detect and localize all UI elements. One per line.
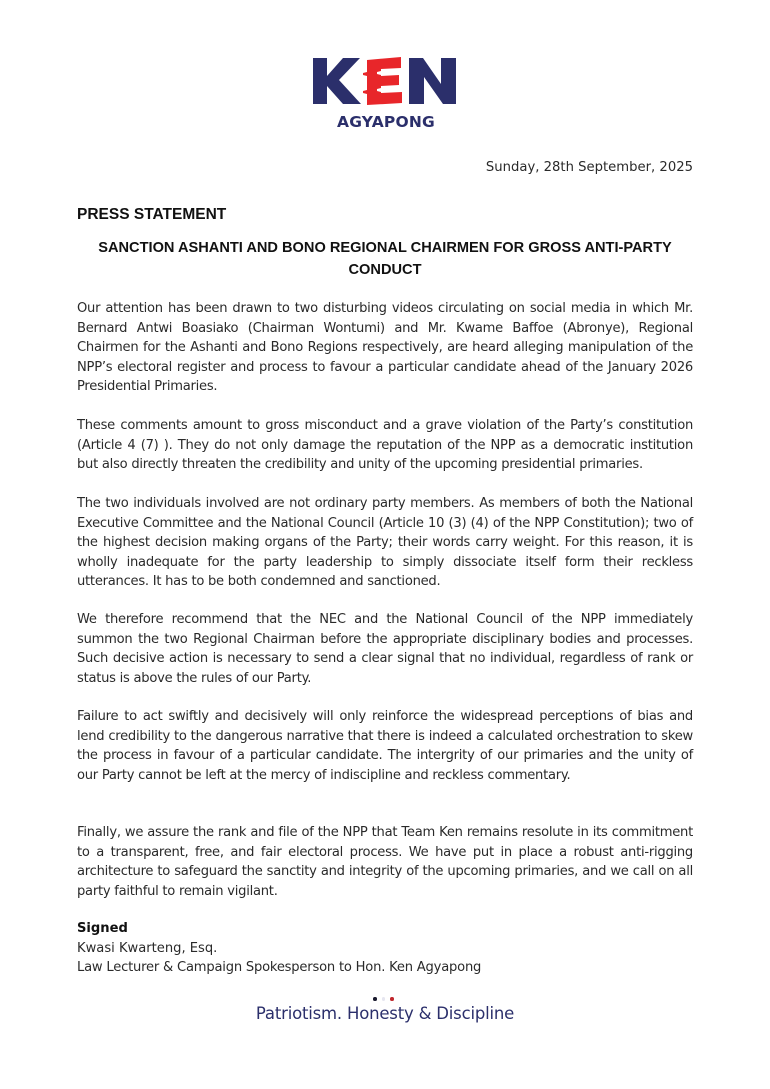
ken-agyapong-logo xyxy=(313,56,459,134)
footer-dots xyxy=(373,997,394,1001)
dot-dark-icon xyxy=(373,997,377,1001)
signer-title: Law Lecturer & Campaign Spokesperson to Hon. Ken Agyapong xyxy=(77,960,482,975)
paragraph-6: Finally, we assure the rank and file of the NPP that Team Ken remains resolute in its commitment to a transparent, free, and fair electoral process. We have put in place a robust anti-rigging architecture to safeguard the sanctity and integrity of the upcoming primaries, and we call on all party faithful to remain vigilant. xyxy=(77,825,693,899)
paragraph-5: Failure to act swiftly and decisively will only reinforce the widespread perceptions of bias and lend credibility to the dangerous narrative that there is indeed a calculated orchestration to skew the process in favour of a particular candidate. The intergrity of our primaries and the unity of our Party cannot be left at the mercy of indiscipline and reckless commentary. xyxy=(77,709,693,783)
paragraph-4: We therefore recommend that the NEC and the National Council of the NPP immediately summon the two Regional Chairman before the appropriate disciplinary bodies and processes. Such decisive action is necessary to send a clear signal that no individual, regardless of rank or status is above the rules of our Party. xyxy=(77,612,693,686)
dot-red-icon xyxy=(390,997,394,1001)
press-statement-label: PRESS STATEMENT xyxy=(77,206,227,223)
footer-motto: Patriotism. Honesty & Discipline xyxy=(255,1004,515,1023)
logo-subtitle: AGYAPONG xyxy=(337,113,435,131)
ken-logo-mark-icon xyxy=(313,56,459,106)
signer-name: Kwasi Kwarteng, Esq. xyxy=(77,941,218,956)
statement-date: Sunday, 28th September, 2025 xyxy=(485,160,693,175)
dot-light-icon xyxy=(382,997,386,1001)
paragraph-2: These comments amount to gross misconduct and a grave violation of the Party’s constitution (Article 4 (7) ). They do not only damage the reputation of the NPP as a democratic institution but also directly threaten the credibility and unity of the upcoming presidential primaries. xyxy=(77,418,693,472)
signed-label: Signed xyxy=(77,921,128,936)
paragraph-1: Our attention has been drawn to two disturbing videos circulating on social media in which Mr. Bernard Antwi Boasiako (Chairman Wontumi) and Mr. Kwame Baffoe (Abronye), Regional Chairmen for the Ashanti and Bono Regions respectively, are heard alleging manipulation of the NPP’s electoral register and process to favour a particular candidate ahead of the January 2026 Presidential Primaries. xyxy=(77,301,693,394)
paragraph-3: The two individuals involved are not ordinary party members. As members of both the National Executive Committee and the National Council (Article 10 (3) (4) of the NPP Constitution); two of the highest decision making organs of the Party; their words carry weight. For this reason, it is wholly inadequate for the party leadership to simply dissociate itself form their reckless utterances. It has to be both condemned and sanctioned. xyxy=(77,496,693,589)
statement-headline: SANCTION ASHANTI AND BONO REGIONAL CHAIRMEN FOR GROSS ANTI-PARTY CONDUCT xyxy=(98,240,672,278)
